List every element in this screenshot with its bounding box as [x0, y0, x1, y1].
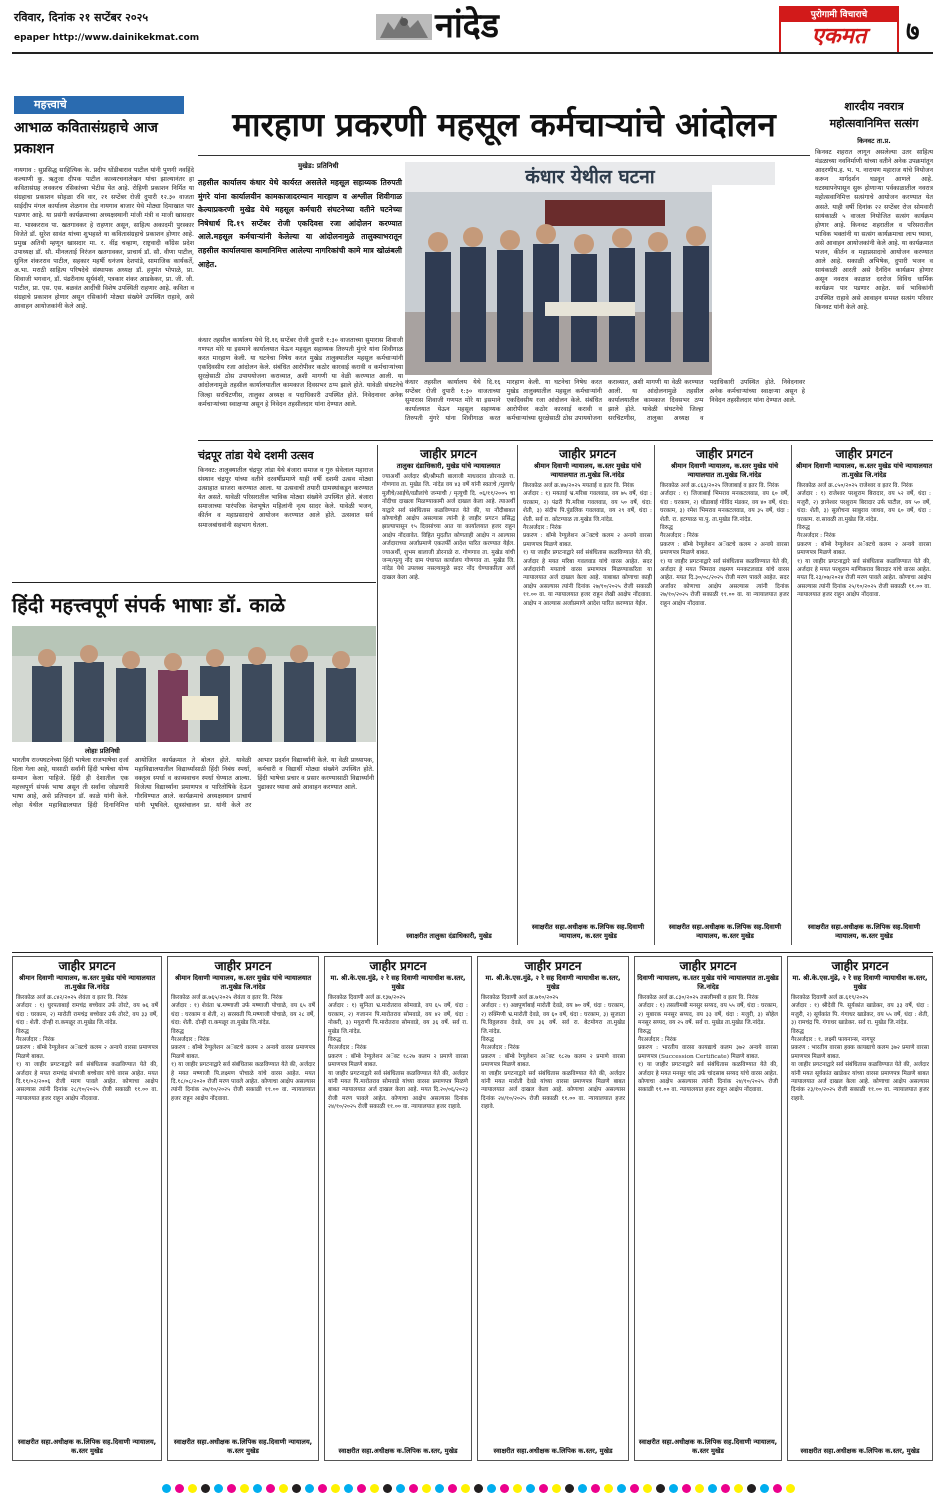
registration-dot	[773, 1484, 782, 1493]
notice-footer: स्वाक्षरीत सहा.अधीक्षक क.लिपिक सह.दिवाणी न्यायालय, क.स्तर मुखेड	[17, 1438, 157, 1455]
brand-tagline: पुरोगामी विचाराचे	[781, 8, 897, 22]
registration-dot	[383, 1484, 392, 1493]
masthead-rule	[12, 52, 933, 54]
notice-r2-1	[12, 956, 162, 1461]
notice-r2-6	[787, 956, 933, 1461]
issue-date: रविवार, दिनांक २१ सप्टेंबर २०२५	[14, 11, 149, 24]
registration-dot	[513, 1484, 522, 1493]
registration-dot	[292, 1484, 301, 1493]
registration-dot	[669, 1484, 678, 1493]
notice-r2-2	[167, 956, 319, 1461]
registration-dot	[409, 1484, 418, 1493]
notice-footer: स्वाक्षरीत तालुका दंडाधिकारी, मुखेड	[406, 932, 492, 940]
registration-dot	[578, 1484, 587, 1493]
registration-dot	[487, 1484, 496, 1493]
registration-dot	[214, 1484, 223, 1493]
registration-dot	[253, 1484, 262, 1493]
notice-title: जाहीर प्रगटन	[696, 447, 753, 461]
registration-dot	[552, 1484, 561, 1493]
notice-subtitle: श्रीमान दिवाणी न्यायालय, क.स्तर मुखेड यांचे न्यायालयात ता.मुखेड जि.नांदेड	[795, 462, 933, 479]
notice-body: किरकोळ अर्ज क्र.८३०/२०२५ तसलीमबी व इतर वि. निरंक अर्जदार : १) तसलीमबी मनसुर सय्यद, वय ५५ वर्षे, धंदा : घरकाम, २) मुबारक मनसुर सय्यद, वय ३३ वर्षे, धंदा : मजुरी, ३) सोहेल मनसुर सय्यद, वय २५ वर्षे. सर्व रा. मुखेड ता.मुखेड जि.नांदेड. विरुद्ध गैरअर्जदार : निरंक प्रकरण : भारतीय वारसा कायद्याचे कलम ३७२ अन्वये वारसा प्रमाणपत्र (Succession Certificate) मिळणे बाबत. १) या जाहीर प्रगटनाद्वारे सर्व संबंधितास कळविण्यात येते की, अर्जदार हे मयत मनसुर चांद उर्फ चांदसाब सय्यद यांचे वारस आहेत. कोणाचा आक्षेप असल्यास त्यांनी दिनांक २४/१०/२०२५ रोजी सकाळी ११.०० वा. न्यायालयात हजर राहून आक्षेप नोंदवावा.	[638, 995, 778, 1094]
registration-dot	[682, 1484, 691, 1493]
registration-dot	[396, 1484, 405, 1493]
hindi-body: भारतीय राज्यघटनेच्या हिंदी भाषेला राजभाषेचा दर्जा दिला गेला आहे, यासाठी सर्वांनी हिंदी भाषेचा योग्य सन्मान केला पाहिजे. हिंदी ही देशातील एक महत्त्वपूर्ण संपर्क भाषा असून ती सर्वांना जोडणारी भाषा आहे, असे प्रतिपादन डॉ. काळे यांनी केले. लोहा येथील महाविद्यालयात हिंदी दिनानिमित्त आयोजित कार्यक्रमात ते बोलत होते. यावेळी महाविद्यालयातील विद्यार्थ्यांसाठी हिंदी निबंध स्पर्धा, वक्तृत्व स्पर्धा व काव्यवाचन स्पर्धा घेण्यात आल्या. विजेत्या विद्यार्थ्यांना प्रमाणपत्र व पारितोषिके देऊन गौरविण्यात आले. कार्यक्रमाचे अध्यक्षस्थान प्राचार्य यांनी भूषविले. सूत्रसंचालन प्रा. यांनी केले तर आभार प्रदर्शन विद्यार्थ्यांनी केले. या वेळी प्राध्यापक, कर्मचारी व विद्यार्थी मोठ्या संख्येने उपस्थित होते. हिंदी भाषेचा प्रचार व प्रसार करण्यासाठी विद्यार्थ्यांनी पुढाकार घ्यावा असे आवाहन करण्यात आले.	[12, 757, 376, 810]
registration-dot	[318, 1484, 327, 1493]
registration-dot	[461, 1484, 470, 1493]
registration-dot	[266, 1484, 275, 1493]
section-rule	[198, 440, 933, 441]
main-headline: मारहाण प्रकरणी महसूल कर्मचाऱ्यांचे आंदोलन	[198, 96, 810, 156]
masthead-emblem-icon	[372, 8, 436, 44]
notice-footer: स्वाक्षरीत सहा.अधीक्षक क.लिपिक क.स्तर, मुखेड	[800, 1447, 920, 1455]
registration-dot	[734, 1484, 743, 1493]
notice-title: जाहीर प्रगटन	[369, 959, 427, 973]
notice-footer: स्वाक्षरीत सहा.अधीक्षक क.लिपिक क.स्तर, मुखेड	[493, 1447, 613, 1455]
notice-body: किरकोळ दिवाणी अर्ज क्र.१३७/२०२५ अर्जदार : १) सुनिता भ्र.मारोतराव सोमवाडे, वय ६५ वर्षे, धंदा : घरकाम, २) गजानन पि.मारोतराव सोमवाडे, वय ४२ वर्षे, धंदा : नोकरी, ३) मयुराणी पि.मारोतराव सोमवाडे, वय ३६ वर्षे. सर्व रा. मुखेड जि.नांदेड. विरुद्ध गैरअर्जदार : निरंक प्रकरण : बॉम्बे रेग्युलेशन अॅक्ट १८२७ कलम २ प्रमाणे वारसा प्रमाणपत्र मिळणे बाबत. या जाहीर प्रगटनाद्वारे सर्व संबंधितास कळविण्यात येते की, अर्जदार यांनी मयत पि.मारोतराव सोमवाडे यांच्या वारसा प्रमाणपत्र मिळणे बाबत न्यायालयात अर्ज दाखल केला आहे. मयत दि.२०/०६/२०२३ रोजी मरण पावले आहेत. कोणाचा आक्षेप असल्यास दिनांक २४/१०/२०२५ रोजी सकाळी ११.०० वा. न्यायालयात हजर राहावे.	[328, 995, 468, 1111]
registration-dot	[227, 1484, 236, 1493]
photo-banner: कंधार येथील घटना	[405, 162, 775, 192]
notice-subtitle: मा. श्री.के.एस.मुंढे, २ रे सह दिवाणी न्यायाधीश क.स्तर, मुखेड	[330, 974, 466, 991]
right-headline: शारदीय नवरात्र महोत्सवानिमित्त सत्संग	[829, 100, 919, 130]
notice-subtitle: मा. श्री.के.एस.मुंढे, २ रे सह दिवाणी न्यायाधीश क.स्तर, मुखेड	[485, 974, 621, 991]
notice-title: जाहीर प्रगटन	[420, 447, 477, 461]
notice-subtitle: दिवाणी न्यायालय, क.स्तर मुखेड यांचे न्यायालयात ता.मुखेड जि.नांदेड	[637, 974, 779, 991]
registration-dot	[279, 1484, 288, 1493]
registration-dot	[656, 1484, 665, 1493]
registration-dot	[526, 1484, 535, 1493]
registration-dot	[617, 1484, 626, 1493]
notice-footer: स्वाक्षरीत सहा.अधीक्षक क.लिपिक सह.दिवाणी न्यायालय, क.स्तर मुखेड	[807, 923, 921, 940]
edition-city: नांदेड	[435, 6, 499, 46]
notice-r2-5	[634, 956, 782, 1461]
chandrapur-body: किनवट: तालुक्यातील चंद्रपूर तांडा येथे बंजारा समाज व गुरु सेवेलाल महाराज संस्थान चंद्रपूर यांच्या वतीने दरवर्षीप्रमाणे याही वर्षी दशमी उत्सव मोठ्या उत्साहात साजरा करण्यात आला. या उत्सवाची तयारी ग्रामस्थांकडून करण्यात येत असते. यावेळी परिसरातील भाविक मोठ्या संख्येने उपस्थित होते. बंजारा समाजाच्या पारंपरिक वेशभूषेत महिलांनी नृत्य सादर केले. यावेळी भजन, कीर्तन व महाप्रसादाचे आयोजन करण्यात आले होते. उत्सवात सर्व समाजबांधवांनी सहभाग घेतला.	[198, 467, 376, 529]
registration-dot	[474, 1484, 483, 1493]
registration-dot	[604, 1484, 613, 1493]
notice-footer: स्वाक्षरीत सहा.अधीक्षक क.लिपिक सह.दिवाणी न्यायालय, क.स्तर मुखेड	[638, 1438, 778, 1455]
notices-rule	[12, 952, 933, 953]
notice-body: किरकोळ अर्ज क्र.७६५/२०२५ शेवंता व इतर वि. निरंक अर्जदार : १) शेवंता भ्र.मष्णाजी उर्फ मष्णाजी पोचाळे, वय ६५ वर्षे धंदा : घरकाम व शेती, २) सरस्वती पि.मष्णाजी पोचाळे, वय २८ वर्षे, धंदा: शेती. दोन्ही रा.कमळूर ता.मुखेड जि.नांदेड. विरुद्ध गैरअर्जदार : निरंक प्रकरण : बॉम्बे रेग्युलेशन अॅक्टचे कलम २ अन्वये वारसा प्रमाणपत्र मिळणे बाबत. १) या जाहीर प्रगटनाद्वारे सर्व संबंधितास कळविण्यात येते की, अर्जदार हे मयत मष्णाजी पि.लक्ष्मण पोचाळे यांचे वारस आहेत. मयत दि.१८/०८/२०२० रोजी मरण पावले आहेत. कोणाचा आक्षेप असल्यास त्यांनी दिनांक २७/१०/२०२५ रोजी सकाळी ११.०० वा. न्यायालयात हजर राहून आक्षेप नोंदवावा.	[171, 995, 315, 1102]
registration-dot	[435, 1484, 444, 1493]
notice-r2-3	[324, 956, 472, 1461]
notice-body: किरकोळ अर्ज क्र.८४२/२०२५ शेवंता व इतर वि. निरंक अर्जदार : १) धुरपताबाई रामचंद्र बच्चेवार उर्फ तोरटे, वय ७६ वर्षे धंदा : घरकाम, २) मारोती रामचंद्र बच्चेवार उर्फ तोरटे, वय ३३ वर्षे, धंदा : शेती. दोन्ही रा.कमळूर ता.मुखेड जि.नांदेड. विरुद्ध गैरअर्जदार : निरंक प्रकरण : बॉम्बे रेग्युलेशन अॅक्टचे कलम २ अन्वये वारसा प्रमाणपत्र मिळणे बाबत. १) या जाहीर प्रगटनाद्वारे सर्व संबंधितास कळविण्यात येते की, अर्जदार हे मयत रामचंद्र संभाजी बच्चेवार यांचे वारस आहेत. मयत दि.११/०२/२००६ रोजी मरण पावले आहेत. कोणाचा आक्षेप असल्यास त्यांनी दिनांक २८/१०/२०२५ रोजी सकाळी ११.०० वा. न्यायालयात हजर राहून आक्षेप नोंदवावा.	[16, 995, 158, 1102]
notice-r2-4	[477, 956, 629, 1461]
notice-subtitle: श्रीमान दिवाणी न्यायालय, क.स्तर मुखेड यांचे न्यायालयात ता.मुखेड जि.नांदेड	[670, 462, 779, 479]
hindi-headline: हिंदी महत्त्वपूर्ण संपर्क भाषाः डॉ. काळे	[12, 593, 286, 617]
registration-dot	[357, 1484, 366, 1493]
notice-body: किरकोळ दिवाणी अर्ज क्र.७१०/२०२५ अर्जदार : १) अन्नपूर्णाबाई मारोती देवडे, वय ७० वर्षे, धंदा : घरकाम, २) रुक्मिणी भ्र.मारोती देवडे, वय ६० वर्षे, धंदा : घरकाम, ३) सुजाता पि.विठ्ठलराव देवडे, वय ३६ वर्षे. सर्व रा. बेटमोगरा ता.मुखेड जि.नांदेड. विरुद्ध गैरअर्जदार : निरंक प्रकरण : बॉम्बे रेग्युलेशन अॅक्ट १८२७ कलम २ प्रमाणे वारसा प्रमाणपत्र मिळणे बाबत. या जाहीर प्रगटनाद्वारे सर्व संबंधितास कळविण्यात येते की, अर्जदार यांनी मयत मारोती देवडे यांच्या वारसा प्रमाणपत्र मिळणे बाबत न्यायालयात अर्ज दाखल केला आहे. कोणाचा आक्षेप असल्यास दिनांक २४/१०/२०२५ रोजी सकाळी ११.०० वा. न्यायालयात हजर राहावे.	[481, 995, 625, 1111]
epaper-url[interactable]: epaper http://www.dainikekmat.com	[14, 33, 200, 43]
registration-dot	[188, 1484, 197, 1493]
main-body-side	[712, 185, 804, 375]
hindi-photo	[12, 626, 376, 742]
registration-dot	[708, 1484, 717, 1493]
notice-r1-1	[380, 445, 518, 945]
notice-footer: स्वाक्षरीत सहा.अधीक्षक क.लिपिक सह.दिवाणी न्यायालय, क.स्तर मुखेड	[668, 923, 782, 940]
notice-title: जाहीर प्रगटन	[679, 959, 737, 973]
registration-dot	[448, 1484, 457, 1493]
notice-title: जाहीर प्रगटन	[835, 447, 893, 461]
notice-subtitle: श्रीमान दिवाणी न्यायालय, क.स्तर मुखेड यांचे न्यायालयात ता.मुखेड जि.नांदेड	[174, 974, 312, 991]
registration-dot	[747, 1484, 756, 1493]
main-dateline: मुखेड: प्रतिनिधी	[298, 162, 339, 170]
notice-subtitle: श्रीमान दिवाणी न्यायालय, क.स्तर मुखेड यांचे न्यायालयात ता.मुखेड जि.नांदेड	[18, 974, 156, 991]
notice-footer: स्वाक्षरीत सहा.अधीक्षक क.लिपिक सह.दिवाणी न्यायालय, क.स्तर मुखेड	[173, 1438, 313, 1455]
registration-dot	[643, 1484, 652, 1493]
notice-r1-3	[658, 445, 792, 945]
right-dateline: किनवट ता.प्र.	[857, 137, 891, 145]
left-headline: आभाळ कवितासंग्रहाचे आज प्रकाशन	[14, 120, 158, 157]
notice-body: किरकोळ अर्ज क्र.८५०/२०२५ राजेश्वर व इतर वि. निरंक अर्जदार : १) राजेश्वर परशुराम बिरादार, वय ५२ वर्षे, धंदा : मजुरी, २) ज्ञानेश्वर परशुराम बिरादार उर्फ पाटील, वय ५० वर्षे, धंदा: शेती, ३) सुलोचना साबुराव जाधव, वय ६० वर्षे, धंदा : घरकाम. रा.सावळी ता.मुखेड जि.नांदेड. विरुद्ध गैरअर्जदार : निरंक प्रकरण : बॉम्बे रेग्युलेशन अॅक्टचे कलम २ अन्वये वारसा प्रमाणपत्र मिळणे बाबत. १) या जाहीर प्रगटनाद्वारे सर्व संबंधितास कळविण्यात येते की, अर्जदार हे मयत परशुराम माणिकराव बिरादार यांचे वारस आहेत. मयत दि.२३/०७/२०२४ रोजी मरण पावले आहेत. कोणाचा आक्षेप असल्यास त्यांनी दिनांक २५/१०/२०२५ रोजी सकाळी ११.०० वा. न्यायालयात हजर राहून आक्षेप नोंदवावा.	[797, 483, 931, 599]
main-body-lower: कंधार तहसील कार्यालय येथे दि.१६ सप्टेंबर रोजी दुपारी १:३० वाजताच्या सुमारास शिवाजी गणपत मोरे या इसमाने कार्यालयात येऊन महसूल सहाय्यक तिरुपती मुंगरे यांना शिवीगाळ करत मारहाण केली. या घटनेचा निषेध करत मुखेड तालुक्यातील महसूल कर्मचाऱ्यांनी एकदिवसीय रजा आंदोलन केले. संबंधित आरोपीवर कठोर कारवाई करावी व कर्मचाऱ्यांच्या सुरक्षेसाठी ठोस उपाययोजना कराव्यात, अशी मागणी या वेळी करण्यात आली. या आंदोलनामुळे तहसील कार्यालयातील कामकाज दिवसभर ठप्प झाले होते. यावेळी संघटनेचे जिल्हा सरचिटणीस, तालुका अध्यक्ष व पदाधिकारी उपस्थित होते. निवेदनावर अनेक कर्मचाऱ्यांच्या स्वाक्षऱ्या असून हे निवेदन तहसीलदार यांना देण्यात आले.	[405, 379, 808, 423]
hindi-photo-image	[12, 626, 376, 742]
notice-r1-4	[795, 445, 933, 945]
main-body-lower-left: कंधार तहसील कार्यालय येथे दि.१६ सप्टेंबर रोजी दुपारी १:३० वाजताच्या सुमारास शिवाजी गणपत मोरे या इसमाने कार्यालयात येऊन महसूल सहाय्यक तिरुपती मुंगरे यांना शिवीगाळ करत मारहाण केली. या घटनेचा निषेध करत मुखेड तालुक्यातील महसूल कर्मचाऱ्यांनी एकदिवसीय रजा आंदोलन केले. संबंधित आरोपीवर कठोर कारवाई करावी व कर्मचाऱ्यांच्या सुरक्षेसाठी ठोस उपाययोजना कराव्यात, अशी मागणी या वेळी करण्यात आली. या आंदोलनामुळे तहसील कार्यालयातील कामकाज दिवसभर ठप्प झाले होते. यावेळी संघटनेचे जिल्हा सरचिटणीस, तालुका अध्यक्ष व पदाधिकारी उपस्थित होते. निवेदनावर अनेक कर्मचाऱ्यांच्या स्वाक्षऱ्या असून हे निवेदन तहसीलदार यांना देण्यात आले.	[198, 337, 406, 408]
registration-dot	[162, 1484, 171, 1493]
registration-dot	[240, 1484, 249, 1493]
registration-dot	[175, 1484, 184, 1493]
notice-body: किरकोळ अर्ज क्र.४७/२०२५ मयताई व इतर वि. निरंक अर्जदार : १) मयताई भ्र.मरिबा गवलवाड, वय ७५ वर्षे, धंदा : घरकाम, २) पंढरी पि.मरिबा गवलवाड, वय ५० वर्षे, धंदा: शेती, ३) संदीप पि.पुंडलिक गवलवाड, वय २९ वर्षे, धंदा : शेती. सर्व रा. कोटग्याळ ता.मुखेड जि.नांदेड. गैरअर्जदार : निरंक प्रकरण : बॉम्बे रेग्युलेशन अॅक्टचे कलम २ अन्वये वारसा प्रमाणपत्र मिळणे बाबत. १) या जाहीर प्रगटनाद्वारे सर्व संबंधितास कळविण्यात येते की, अर्जदार हे मयत मरिबा गवलवाड यांचे वारस आहेत. सदर अर्जदारांनी मयताचे वारस प्रमाणपत्र मिळण्याकरिता या न्यायालयात अर्ज दाखल केला आहे. याबाबत कोणाचा काही आक्षेप असल्यास त्यांनी दिनांक २७/१०/२०२५ रोजी सकाळी ११.०० वा. या न्यायालयात हजर राहून लेखी आक्षेप नोंदवावा. आक्षेप न आल्यास अर्जाप्रमाणे आदेश पारित करण्यात येईल.	[523, 483, 652, 607]
right-body: किनवट शहरात लागून असलेल्या उतर साहित्य मंडळाच्या नवनिर्माणी यांच्या वतीने अनेक उपक्रमांतून आदरणीय.ह. भ. प. नारायण महाराज यांचे नियोजन करून मार्गदर्शन घडवून आणले आहे. घटस्थापनेपासून सुरू होणाऱ्या पर्वकाळातील नवरात्र महोत्सवानिमित्त सत्संगाचे आयोजन करण्यात येत असते. याही वर्षी दिनांक २२ सप्टेंबर रोज सोमवारी सायंकाळी ५ वाजता नियोजित सत्संग कार्यक्रम होणार आहे. किनवट शहरातील व परिसरातील भाविक भक्तांनी या सत्संग कार्यक्रमाचा लाभ घ्यावा, असे आवाहन आयोजकांनी केले आहे. या कार्यक्रमात भजन, कीर्तन व महाप्रसादाचे आयोजन करण्यात आले आहे. सकाळी अभिषेक, दुपारी भजन व सायंकाळी आरती असे दैनंदिन कार्यक्रम होणार असून नवरात्र काळात दररोज विविध धार्मिक कार्यक्रम पार पडणार आहेत. सर्व भाविकांनी उपस्थित राहावे असे आवाहन समस्त सत्संग परिवार किनवट यांनी केले आहे.	[815, 149, 936, 311]
registration-dot	[565, 1484, 574, 1493]
notice-title: जाहीर प्रगटन	[559, 447, 616, 461]
divider	[377, 445, 378, 945]
registration-dot	[331, 1484, 340, 1493]
notice-body: किरकोळ अर्ज क्र.८६३/२०२५ जिजाबाई व इतर वि. निरंक अर्जदार : १) जिजाबाई भिमराव मनकटलवाड, वय ६० वर्षे, धंदा : घरकाम, २) धोंडाबाई गोविंद मंडकर, वय ४० वर्षे, धंदा: घरकाम, ३) रमेश भिमराव मनकटलवाड, वय ३५ वर्षे, धंदा : शेती. रा. इटग्याळ पा.पु. ता.मुखेड जि.नांदेड. विरुद्ध गैरअर्जदार : निरंक प्रकरण : बॉम्बे रेग्युलेशन अॅक्टचे कलम २ अन्वये वारसा प्रमाणपत्र मिळणे बाबत. १) या जाहीर प्रगटनाद्वारे सर्व संबंधितास कळविण्यात येते की, अर्जदार हे मयत भिमराव लक्ष्मण मनकटलवाड यांचे वारस आहेत. मयत दि.३०/०८/२०२५ रोजी मरण पावले आहेत. सदर अर्जावर कोणाचा आक्षेप असल्यास त्यांनी दिनांक २७/१०/२०२५ रोजी सकाळी ११.०० वा. या न्यायालयात हजर राहून आक्षेप नोंदवावा.	[660, 483, 789, 607]
brand-logo	[779, 6, 899, 54]
registration-dot	[760, 1484, 769, 1493]
notice-subtitle: मा. श्री.के.एस.मुंढे, २ रे सह दिवाणी न्यायाधीश क.स्तर, मुखेड	[792, 974, 928, 991]
notice-body: ज्याअर्थी अर्जदार श्री/श्रीमती बालाजी माधवराव डोरनाळे रा. गोणगाव ता. मुखेड जि. नांदेड वय ४३ वर्षे यांनी स्वतःचे /मुलाचे/मुलीचे/आईचे/वडीलांचे जन्माची / मृत्युची दि. ०६/११/२००५ चा नोंदीचा दाखला मिळण्याकामी अर्ज दाखल केला आहे. त्याअर्थी याद्वारे सर्व संबंधितास कळविण्यात येते की, या नोंदीबाबत कोणाचेही आक्षेप असल्यास त्यांनी हे जाहीर प्रगटन प्रसिद्ध झाल्यापासून १५ दिवसांच्या आत या कार्यालयात हजर राहून आक्षेप नोंदवावेत. विहित मुदतीत कोणताही आक्षेप न आल्यास अर्जदाराच्या अर्जाप्रमाणे एकतर्फी आदेश पारित करण्यात येईल. ज्याअर्थी, शुभम बालाजी डोरनाळे रा. गोणगाव ता. मुखेड यांची जन्म/मृत्यु नोंद ग्राम पंचायत कार्यालय गोणगाव ता. मुखेड जि. नांदेड येथे उपलब्ध नसल्यामुळे सदर नोंद घेण्याकरिता अर्ज दाखल केला आहे.	[382, 474, 517, 581]
hindi-dateline: लोहाः प्रतिनिधी	[85, 747, 120, 755]
main-lead: तहसील कार्यालय कंधार येथे कार्यरत असलेले महसूल सहाय्यक तिरुपती मुंगरे यांना कार्यालयीन कामकाजादरम्यान मारहाण व अश्लील शिवीगाळ केल्याप्रकरणी मुखेड येथे महसूल कर्मचारी संघटनेच्या वतीने घटनेच्या निषेधार्थ दि.१९ सप्टेंबर रोजी एकदिवस रजा आंदोलन करण्यात आले.महसूल कर्मचाऱ्यांनी केलेल्या या आंदोलनामुळे तालुक्याभरातून तहसील कार्यालयास कामानिमित्त आलेल्या नागरिकांची कामे मात्र खोळंबली आहेत.	[198, 178, 402, 269]
registration-dot	[786, 1484, 795, 1493]
registration-dot	[344, 1484, 353, 1493]
print-registration-marks	[100, 1478, 860, 1492]
notice-title: जाहीर प्रगटन	[58, 959, 116, 973]
notice-r1-2	[521, 445, 655, 945]
notice-body: किरकोळ दिवाणी अर्ज क्र.६१९/२०२५ अर्जदार : १) श्रीदेवी पि. सूर्यकांत खाडेकर, वय ३३ वर्षे, धंदा : मजुरी, २) सूर्यकांत पि. गंगाधर खाडेकर, वय ५५ वर्षे, धंदा : शेती, ३) रामचंद्र पि. गंगाधर खाडेकर. सर्व रा. मुखेड जि.नांदेड. विरुद्ध गैरअर्जदार : १. लक्ष्मी फायनान्स, नागपूर प्रकरण : भारतीय वारसा हक्क कायद्याचे कलम ३७२ प्रमाणे वारसा प्रमाणपत्र मिळणे बाबत. या जाहीर प्रगटनाद्वारे सर्व संबंधितास कळविण्यात येते की, अर्जदार यांनी मयत सूर्यकांत खाडेकर यांच्या वारसा प्रमाणपत्र मिळणे बाबत न्यायालयात अर्ज दाखल केला आहे. कोणाचा आक्षेप असल्यास दिनांक २३/१०/२०२५ रोजी सकाळी ११.०० वा. न्यायालयात हजर राहावे.	[791, 995, 929, 1102]
brand-name: एकमत	[811, 24, 867, 49]
left-body: नायगाव : सुप्रसिद्ध साहित्यिक के. प्रदीप धोंडीबाराव पाटील यांनी पुणगी नवहिंदे कल्याणी कु. ऋतुजा दीपक पाटील काव्यरचनालेखन यांचा झाल्यानंतर हा कवितासंग्रह लवकरच रसिकांच्या भेटीस येत आहे. रोहिणी प्रकाशन निर्मित या संग्रहाचा प्रकाशन सोहळा रवि वार, २१ सप्टेंबर रोजी दुपारी १२.३० वाजता साईदीप मंगल कार्यालय शेळगाव रोड नायगाव बाजार येथे मोठ्या दिमाखात पार पडणार आहे. या प्रसंगी कार्यक्रमाच्या अध्यक्षस्थानी मांजी मंत्री व माजी खासदार मा. भास्करराव पा. खतगावकर हे राहणार असून, साहित्य अकादमी पुरस्कार विजेते डॉ. सुरेश सावंत यांच्या शुभहस्ते या कवितासंग्रहाचे प्रकाशन होणार आहे. प्रमुख अतिथी म्हणून खासदार मा. र. वींद्र चव्हाण, राष्ट्रवादी काँग्रेस प्रदेश उपाध्यक्ष डॉ. सौ. मीनलताई निरंजन खतगावकर, प्राचार्य डॉ. सौ. वीणा पाटील, सुनिल शंकरराव पाटील, सहकार महर्षी धनंजय देशपांडे, सामाजिक कार्यकर्ते, अ.भा. मराठी साहित्य परिषदेचे संस्थापक अध्यक्ष डॉ. हनुमंत भोपाळे, प्रा. शिवाजी भगवान, डॉ. पंढरीनाथ सूर्यवंशी, पत्रकार शंकर आडकेकर, प्रा. जी. जी. पाटील, प्रा. एस. एस. बळवंत आदींची विशेष उपस्थिती राहणार आहे. कविता व संग्रहाचे प्रकाशन होणार असून रसिकांनी मोठ्या संख्येने उपस्थित राहावे, असे आवाहन आयोजकांनी केले आहे.	[14, 167, 197, 311]
registration-dot	[422, 1484, 431, 1493]
registration-dot	[630, 1484, 639, 1493]
badge-label: महत्त्वाचे	[34, 98, 67, 111]
notice-subtitle: तालुका दंडाधिकारी, मुखेड यांचे न्यायालयात	[396, 462, 501, 470]
notice-title: जाहीर प्रगटन	[524, 959, 582, 973]
registration-dot	[201, 1484, 210, 1493]
registration-dot	[591, 1484, 600, 1493]
registration-dot	[539, 1484, 548, 1493]
notice-footer: स्वाक्षरीत सहा.अधीक्षक क.लिपिक सह.दिवाणी न्यायालय, क.स्तर मुखेड	[531, 923, 645, 940]
section-badge	[14, 96, 184, 114]
registration-dot	[370, 1484, 379, 1493]
registration-dot	[695, 1484, 704, 1493]
registration-dot	[721, 1484, 730, 1493]
notice-subtitle: श्रीमान दिवाणी न्यायालय, क.स्तर मुखेड यांचे न्यायालयात ता.मुखेड जि.नांदेड	[533, 462, 642, 479]
hindi-rule	[12, 582, 376, 583]
notice-title: जाहीर प्रगटन	[831, 959, 889, 973]
page-number: ७	[906, 17, 920, 47]
chandrapur-headline: चंद्रपूर तांडा येथे दशमी उत्सव	[198, 449, 314, 462]
notice-footer: स्वाक्षरीत सहा.अधीक्षक क.लिपिक क.स्तर, मुखेड	[338, 1447, 458, 1455]
notice-title: जाहीर प्रगटन	[214, 959, 272, 973]
registration-dot	[305, 1484, 314, 1493]
registration-dot	[500, 1484, 509, 1493]
